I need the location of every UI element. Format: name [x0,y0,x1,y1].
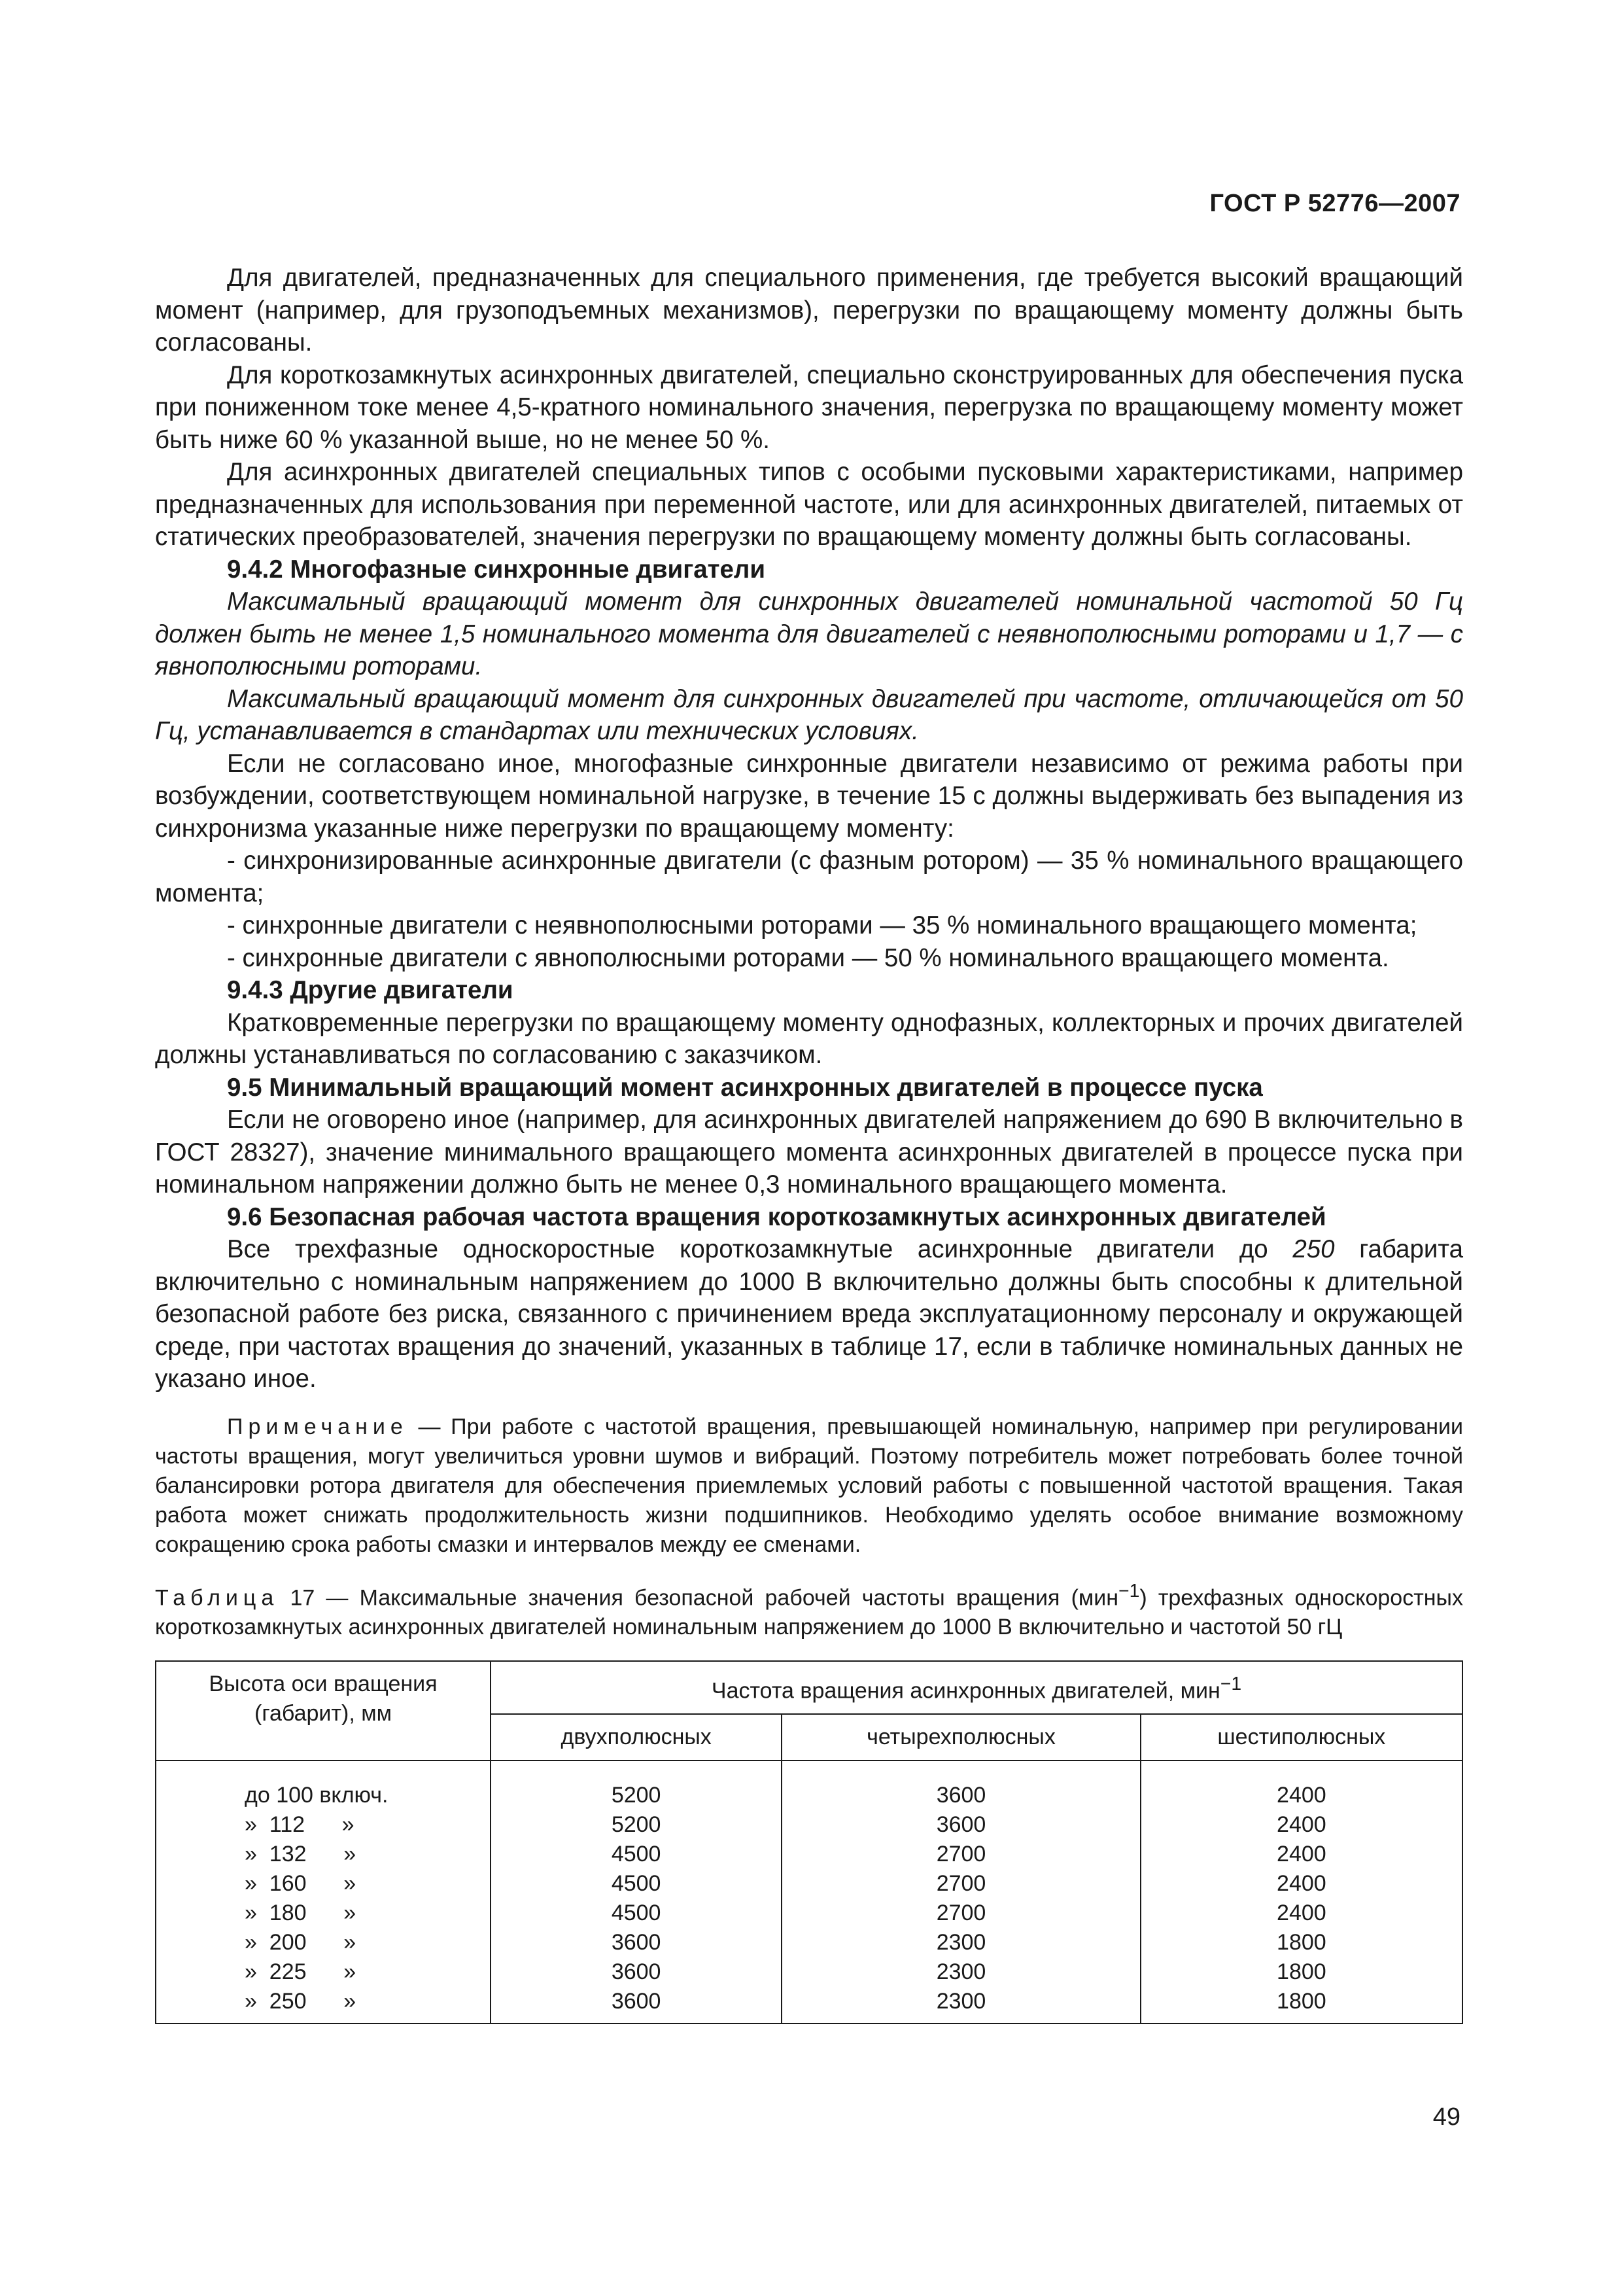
paragraph-italic: Максимальный вращающий момент для синхронных двигателей номинальной частотой 50 Гц должен быть не менее 1,5 номинального момента для двигателей с неявнополюсными роторами и 1,7 — с явнополюсными роторами. [155,587,1463,680]
six-pole-cell: 1800 [1141,1928,1462,1957]
four-pole-cell: 2700 [782,1869,1140,1899]
size-cell: » 180 » [156,1899,491,1928]
table-row [156,1987,1462,2023]
table-row [156,1899,1462,1928]
six-pole-cell: 2400 [1141,1899,1462,1928]
list-item: - синхронные двигатели с явнополюсными роторами — 50 % номинального вращающего момента. [227,943,1389,972]
column-group-header [491,1661,1462,1714]
table-row [156,1810,1462,1840]
page-number: 49 [1432,2103,1460,2131]
six-pole-cell: 2400 [1141,1810,1462,1840]
column-header-4pole: четырехполюсных [782,1714,1140,1761]
column-header-size: Высота оси вращения (габарит), мм [156,1661,491,1761]
column-group-sup: −1 [1220,1673,1242,1694]
paragraph: Для асинхронных двигателей специальных типов с особыми пусковыми характеристиками, например предназначенных для использования при переменной частоте, или для асинхронных двигателей, питаемых от статических преобразователей, значения перегрузки по вращающему моменту должны быть согласованы. [155,458,1463,551]
four-pole-cell: 2700 [782,1899,1140,1928]
size-cell: » 200 » [156,1928,491,1957]
table-row [156,1840,1462,1869]
note-label: Примечание [227,1414,408,1439]
two-pole-cell: 4500 [491,1840,782,1869]
table-row [156,1928,1462,1957]
two-pole-cell: 3600 [491,1928,782,1957]
six-pole-cell: 1800 [1141,1987,1462,2023]
table-caption-text: ) трехфазных односкоростных короткозамкнутых асинхронных двигателей номинальным напряжением до 1000 В включительно и частотой 50 гЦ [155,1585,1463,1639]
two-pole-cell: 3600 [491,1957,782,1987]
two-pole-cell: 4500 [491,1899,782,1928]
six-pole-cell: 2400 [1141,1761,1462,1810]
two-pole-cell: 5200 [491,1761,782,1810]
two-pole-cell: 3600 [491,1987,782,2023]
page-content [155,262,1463,2024]
table-row [156,1761,1462,1810]
list-item: - синхронные двигатели с неявнополюсными роторами — 35 % номинального вращающего момента; [227,911,1417,939]
table-caption-sup: −1 [1118,1580,1140,1602]
six-pole-cell: 1800 [1141,1957,1462,1987]
paragraph: Для короткозамкнутых асинхронных двигателей, специально сконструированных для обеспечения пуска при пониженном токе менее 4,5-кратного номинального значения, перегрузка по вращающему моменту может быть ниже 60 % указанной выше, но не менее 50 %. [155,360,1463,454]
two-pole-cell: 4500 [491,1869,782,1899]
two-pole-cell: 5200 [491,1810,782,1840]
table-row [156,1869,1462,1899]
column-header-6pole: шестиполюсных [1141,1714,1462,1761]
four-pole-cell: 2300 [782,1928,1140,1957]
paragraph: Если не оговорено иное (например, для асинхронных двигателей напряжением до 690 В включительно в ГОСТ 28327), значение минимального вращающего момента асинхронных двигателей в процессе пуска при номинальном напряжении должно быть не менее 0,3 номинального вращающего момента. [155,1106,1463,1199]
size-cell: до 100 включ. [156,1761,491,1810]
paragraph: Кратковременные перегрузки по вращающему моменту однофазных, коллекторных и прочих двигателей должны устанавливаться по согласованию с заказчиком. [155,1008,1463,1069]
document-code: ГОСТ Р 52776—2007 [1209,190,1460,217]
size-cell: » 225 » [156,1957,491,1987]
paragraph-text: Все трехфазные односкоростные короткозамкнутые асинхронные двигатели до [227,1235,1293,1263]
section-heading-9-6: 9.6 Безопасная рабочая частота вращения короткозамкнутых асинхронных двигателей [227,1202,1326,1231]
column-header-2pole: двухполюсных [491,1714,782,1761]
note [155,1412,1463,1560]
section-heading-9-5: 9.5 Минимальный вращающий момент асинхронных двигателей в процессе пуска [227,1073,1263,1102]
size-cell: » 112 » [156,1810,491,1840]
section-heading-9-4-3: 9.4.3 Другие двигатели [227,976,513,1004]
table-caption [155,1577,1463,1642]
section-heading-9-4-2: 9.4.2 Многофазные синхронные двигатели [227,555,766,584]
note-text: — При работе с частотой вращения, превышающей номинальную, например при регулировании частоты вращения, могут увеличиться уровни шумов и вибраций. Поэтому потребитель может потребовать более точной балансировки ротора двигателя для обеспечения приемлемых условий работы с повышенной частотой вращения. Такая работа может снижать продолжительность жизни подшипников. Необходимо уделять особое внимание возможному сокращению срока работы смазки и интервалов между ее сменами. [155,1414,1463,1557]
list-item: - синхронизированные асинхронные двигатели (с фазным ротором) — 35 % номинального вращающего момента; [155,847,1463,907]
table-body [156,1761,1462,2023]
table-label: Таблица [155,1585,279,1610]
paragraph [155,1233,1463,1395]
four-pole-cell: 3600 [782,1761,1140,1810]
size-cell: » 132 » [156,1840,491,1869]
six-pole-cell: 2400 [1141,1869,1462,1899]
gabarit-number: 250 [1292,1235,1335,1263]
paragraph-italic: Максимальный вращающий момент для синхронных двигателей при частоте, отличающейся от 50 Гц, устанавливается в стандартах или технических условиях. [155,684,1463,745]
size-cell: » 250 » [156,1987,491,2023]
four-pole-cell: 3600 [782,1810,1140,1840]
size-cell: » 160 » [156,1869,491,1899]
column-group-title: Частота вращения асинхронных двигателей, мин [711,1678,1220,1704]
paragraph: Если не согласовано иное, многофазные синхронные двигатели независимо от режима работы при возбуждении, соответствующем номинальной нагрузке, в течение 15 с должны выдерживать без выпадения из синхронизма указанные ниже перегрузки по вращающему моменту: [155,749,1463,843]
four-pole-cell: 2300 [782,1957,1140,1987]
paragraph-text: габарита включительно с номинальным напряжением до 1000 В включительно должны быть способны к длительной безопасной работе без риска, связанного с причинением вреда эксплуатационному персоналу и окружающей среде, при частотах вращения до значений, указанных в таблице 17, если в табличке номинальных данных не указано иное. [155,1235,1463,1393]
table-caption-text: 17 — Максимальные значения безопасной рабочей частоты вращения (мин [279,1585,1119,1610]
paragraph: Для двигателей, предназначенных для специального применения, где требуется высокий вращающий момент (например, для грузоподъемных механизмов), перегрузки по вращающему моменту должны быть согласованы. [155,264,1463,357]
table-row [156,1957,1462,1987]
four-pole-cell: 2300 [782,1987,1140,2023]
six-pole-cell: 2400 [1141,1840,1462,1869]
four-pole-cell: 2700 [782,1840,1140,1869]
table-17 [155,1660,1463,2024]
